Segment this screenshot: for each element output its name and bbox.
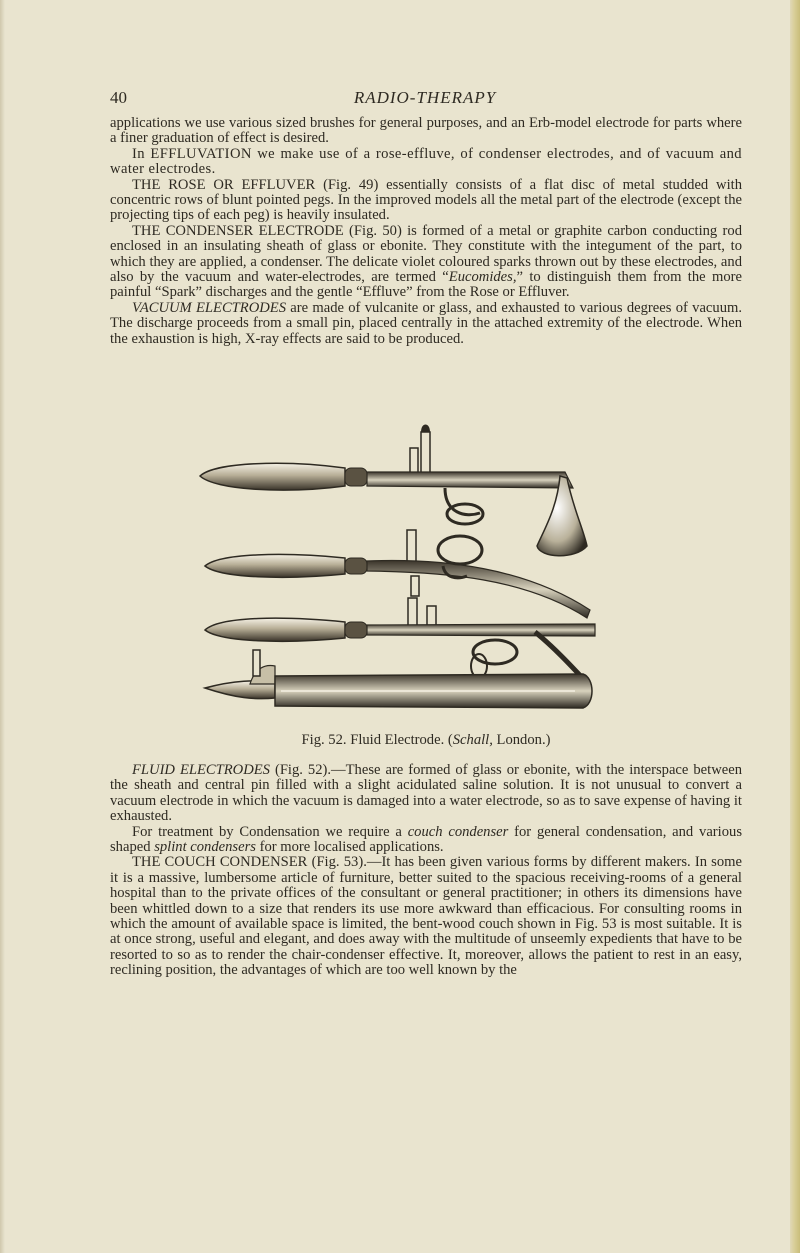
running-head: RADIO-THERAPY: [353, 88, 497, 107]
caption-text-b: London.): [492, 732, 551, 748]
page-left-edge: [0, 0, 5, 1253]
condensation-text-c: for more localised applications.: [255, 839, 444, 856]
fluid-electrode-figure: [195, 418, 615, 722]
top-text: [110, 116, 742, 347]
fluid-electrodes-heading: FLUID ELECTRODES: [132, 762, 270, 778]
page-number: 40: [110, 88, 127, 107]
electrode-2: [205, 530, 590, 618]
paragraph-effluvation: In EFFLUVATION we make use of a rose-effluve, of condenser electrodes, and of vacuum and water electrodes.: [110, 145, 742, 178]
condenser-electrode-text-b: ” to distinguish them from the more painful “Spark” discharges and the gentle “Effluve” from the Rose or Effluver.: [110, 269, 742, 301]
condensation-text-a: For treatment by Condensation we require a: [132, 823, 408, 840]
caption-text-a: Fig. 52. Fluid Electrode. (: [301, 732, 453, 748]
bottom-text: [110, 763, 742, 979]
electrode-4: [205, 650, 592, 708]
paragraph-vacuum-electrodes: [110, 301, 742, 347]
paragraph-fluid-electrodes: [110, 763, 742, 825]
paragraph-condensation: [110, 825, 742, 856]
paragraph-condenser-electrode: [110, 224, 742, 301]
page-header: [110, 88, 740, 110]
paragraph-1: applications we use various sized brushes for general purposes, and an Erb-model electrode for parts where a finer graduation of effect is desired.: [110, 115, 742, 147]
paragraph-couch-condenser: THE COUCH CONDENSER (Fig. 53).—It has been given various forms by different makers. In some it is a massive, lumbersome article of furniture, better suited to the spacious receiving-rooms of a general hospital than to the private offices of the consultant or general practitioner; in others its dimensions have been whittled down to a size that renders its use more awkward than efficacious. For consulting rooms in which the amount of available space is limited, the bent-wood couch shown in Fig. 53 is most suitable. It is at once strong, useful and elegant, and does away with the multitude of unseemly expedients that have to be resorted to so as to render the chair-condenser effective. It, moreover, allows the patient to rest in an easy, reclining position, the advantages of which are too well known by the: [110, 854, 742, 979]
condenser-electrode-text-a: THE CONDENSER ELECTRODE (Fig. 50) is formed of a metal or graphite carbon conducting rod enclosed in an insulating sheath of glass or ebonite. They constitute with the integument of the part, to which they are applied, a condenser. The delicate violet coloured sparks thrown out by these electrodes, and also by the vacuum and water-electrodes, are termed “: [110, 222, 742, 286]
paragraph-rose-effluver: THE ROSE OR EFFLUVER (Fig. 49) essentially consists of a flat disc of metal studded with concentric rows of blunt pointed pegs. In the improved models all the metal part of the electrode (except the projecting tips of each peg) is heavily insulated.: [110, 176, 742, 224]
vacuum-electrodes-text: are made of vulcanite or glass, and exhausted to various degrees of vacuum. The discharge proceeds from a small pin, placed centrally in the attached extremity of the electrode. When the exhaustion is high, X-ray effects are said to be produced.: [110, 299, 742, 347]
splint-condensers-term: splint condensers: [154, 839, 256, 856]
page-right-edge: [790, 0, 800, 1253]
vacuum-electrodes-heading: VACUUM ELECTRODES: [132, 299, 286, 316]
electrode-1: [200, 425, 587, 556]
figure-caption: [110, 732, 742, 749]
fluid-electrodes-text: (Fig. 52).—These are formed of glass or ebonite, with the interspace between the sheath and central pin filled with a slight acidulated saline solution. It is not unusual to convert a vacuum electrode in which the vacuum is damaged into a water electrode, so as to save expense of having it exhausted.: [110, 762, 742, 825]
caption-maker: Schall,: [452, 732, 493, 748]
couch-condenser-term: couch condenser: [407, 823, 509, 840]
eucomides-term: Eucomides,: [448, 269, 517, 286]
condensation-text-b: for general condensation, and various shaped: [110, 823, 742, 856]
